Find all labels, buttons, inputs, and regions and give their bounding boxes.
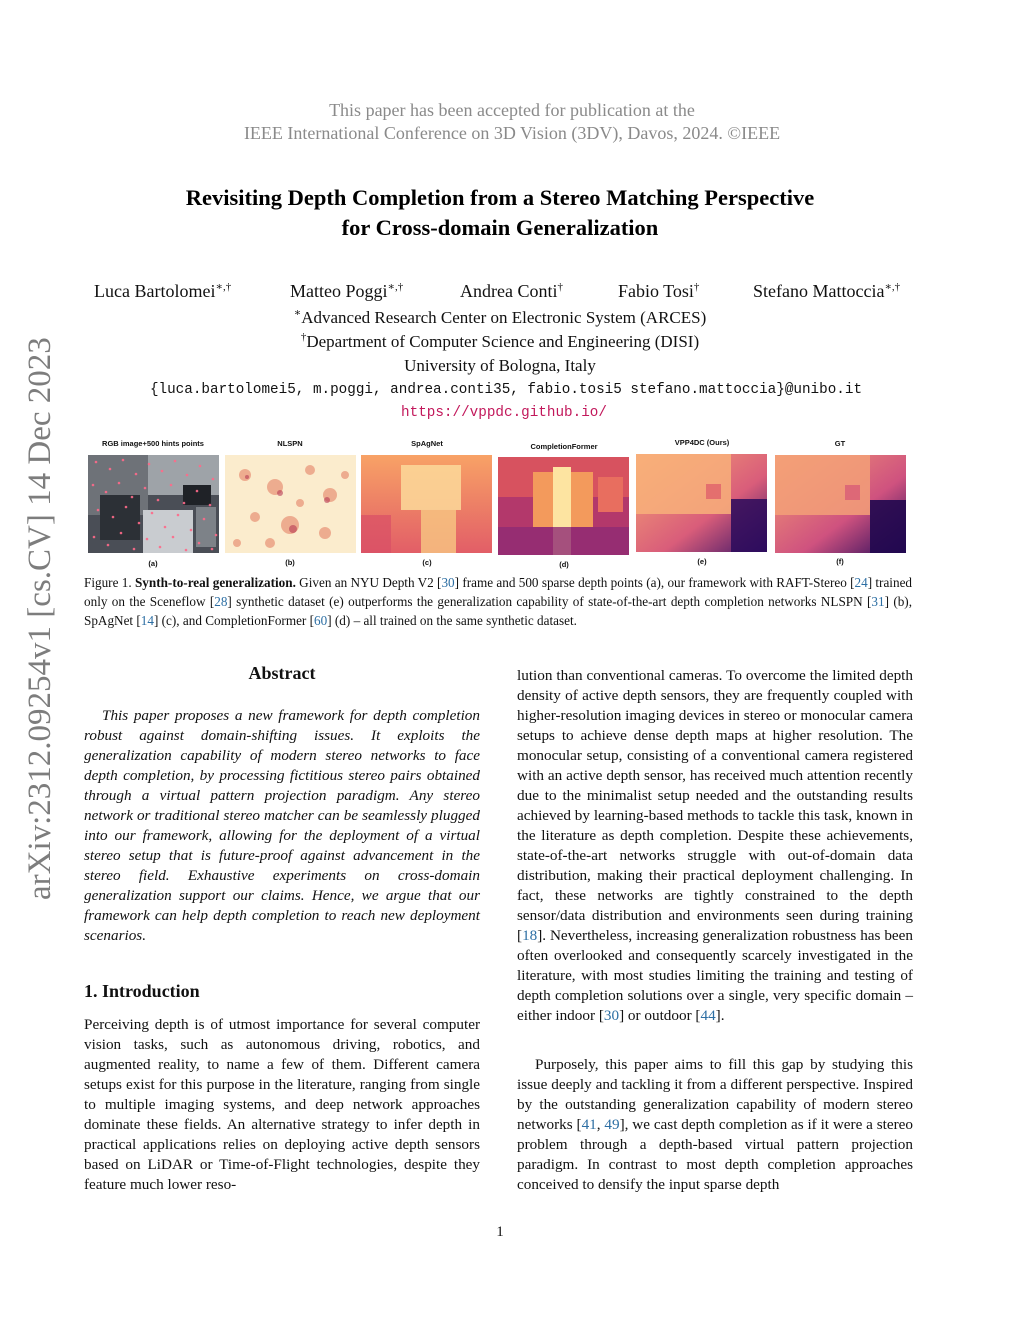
panel-label-b: (b): [285, 558, 295, 567]
citation-link[interactable]: 14: [140, 613, 154, 628]
affiliation-arces: ∗Advanced Research Center on Electronic System (ARCES): [293, 307, 707, 327]
panel-title-b: NLSPN: [277, 439, 303, 448]
panel-title-f: GT: [834, 439, 846, 448]
affiliation-university: University of Bologna, Italy: [404, 356, 596, 375]
project-website-link[interactable]: https://vppdc.github.io/: [401, 405, 607, 421]
panel-title-d: CompletionFormer: [530, 442, 598, 451]
introduction-heading: 1. Introduction: [84, 981, 200, 1001]
introduction-text: Perceiving depth is of utmost importance for several computer vision tasks, such as autonomous driving, robotics, and augmented reality, to name a few of them. Different camera setups exist for this purpose in the literature, ranging from single to multiple imaging systems, and deep network approaches dominate these fields. An alternative strategy to infer depth in practical applications relies on deploying active depth sensors based on LiDAR or Time-of-Flight technologies, despite they feature much lower reso-: [84, 1016, 480, 1193]
citation-link[interactable]: 41: [581, 1116, 597, 1133]
citation-link[interactable]: 24: [854, 575, 868, 590]
author-1: Luca Bartolomei∗,†: [94, 281, 232, 301]
author-4: Fabio Tosi†: [618, 281, 700, 301]
citation-link[interactable]: 31: [871, 594, 885, 609]
panel-label-f: (f): [836, 557, 844, 566]
panel-label-a: (a): [148, 559, 158, 568]
figure-caption: Figure 1. Synth-to-real generalization. Given an NYU Depth V2 [30] frame and 500 sparse depth points (a), our framework with RAFT-Stereo [24] trained only on the Sceneflow [28] synthetic dataset (e) outperforms the generalization capability of state-of-the-art depth completion networks NLSPN [31] (b), SpAgNet [14] (c), and CompletionFormer [60] (d) – all trained on the same synthetic dataset.: [84, 575, 913, 628]
citation-link[interactable]: 30: [441, 575, 455, 590]
panel-label-d: (d): [559, 560, 569, 569]
figure-panel-nlspn: [225, 455, 356, 553]
figure-panel-gt: [775, 455, 906, 553]
notice-line-2: IEEE International Conference on 3D Vision (3DV), Davos, 2024. ©IEEE: [243, 123, 781, 143]
author-emails: {luca.bartolomei5, m.poggi, andrea.conti35, fabio.tosi5 stefano.mattoccia}@unibo.it: [149, 382, 863, 398]
right-column-paragraph-1: lution than conventional cameras. To overcome the limited depth density of active depth sensors, they are frequently coupled with higher-resolution imaging devices in stereo or monocular camera setups to achieve dense depth maps at higher resolution. The monocular setup, consisting of a conventional camera registered with an active depth sensor, has received much attention recently due to the minimalist setup needed and the outstanding results achieved by learning-based methods to tackle this task, known in the literature as depth completion. Despite these achievements, state-of-the-art networks struggle with out-of-domain data distribution, making their practical deployment challenging. In fact, these networks are tightly constrained to the depth sensor/data distribution and environments seen during training [18]. Nevertheless, increasing generalization robustness has been often overlooked and consequently scarcely investigated in the literature, with most studies limiting the training and testing of depth completion solutions over a single, very specific domain – either indoor [30] or outdoor [44].: [517, 667, 913, 1024]
affiliation-disi: †Department of Computer Science and Engineering (DISI): [300, 331, 700, 351]
author-5: Stefano Mattoccia∗,†: [753, 281, 901, 301]
citation-link[interactable]: 60: [314, 613, 328, 628]
abstract-text: This paper proposes a new framework for depth completion robust against domain-shifting issues. It exploits the generalization capability of modern stereo networks to face depth completion, by processing fictitious stereo pairs obtained through a virtual pattern projection paradigm. Any stereo network or traditional stereo matcher can be seamlessly plugged into our framework, allowing for the deployment of a virtual stereo setup that is future-proof against advancement in the stereo field. Exhaustive experiments on cross-domain generalization support our claims. Hence, we argue that our framework can help depth completion to reach new deployment scenarios.: [84, 707, 480, 944]
abstract-heading: Abstract: [248, 663, 316, 683]
author-2: Matteo Poggi∗,†: [290, 281, 404, 301]
citation-link[interactable]: 28: [214, 594, 228, 609]
figure-panel-rgb: [88, 455, 219, 553]
panel-title-e: VPP4DC (Ours): [674, 438, 730, 447]
arxiv-stamp: arXiv:2312.09254v1 [cs.CV] 14 Dec 2023: [22, 337, 58, 900]
paper-title: [0, 183, 1000, 243]
right-column-paragraph-2: Purposely, this paper aims to fill this gap by studying this issue deeply and tackling it from a different perspective. Inspired by the outstanding generalization capability of modern stereo networks [41, 49], we cast depth completion as if it were a stereo problem through a depth-based virtual pattern projection paradigm. In contrast to most depth completion approaches conceived to densify the input sparse depth: [517, 1056, 914, 1193]
notice-line-1: This paper has been accepted for publication at the: [329, 100, 695, 120]
citation-link[interactable]: 18: [522, 927, 538, 944]
author-3: Andrea Conti†: [460, 281, 563, 301]
figure-panel-vpp4dc: [636, 454, 767, 552]
page-number: 1: [496, 1224, 504, 1240]
figure-panel-spagnet: [361, 455, 492, 553]
title-line-2: for Cross-domain Generalization: [341, 215, 659, 240]
citation-link[interactable]: 49: [604, 1116, 620, 1133]
panel-label-c: (c): [422, 558, 432, 567]
citation-link[interactable]: 44: [700, 1007, 716, 1024]
panel-title-c: SpAgNet: [411, 439, 443, 448]
citation-link[interactable]: 30: [603, 1007, 620, 1024]
figure-panel-completionformer: [498, 457, 629, 555]
title-line-1: Revisiting Depth Completion from a Stereo Matching Perspective: [185, 185, 815, 210]
publication-notice: [0, 99, 1024, 145]
panel-title-a: RGB image+500 hints points: [102, 439, 204, 448]
panel-label-e: (e): [697, 557, 707, 566]
